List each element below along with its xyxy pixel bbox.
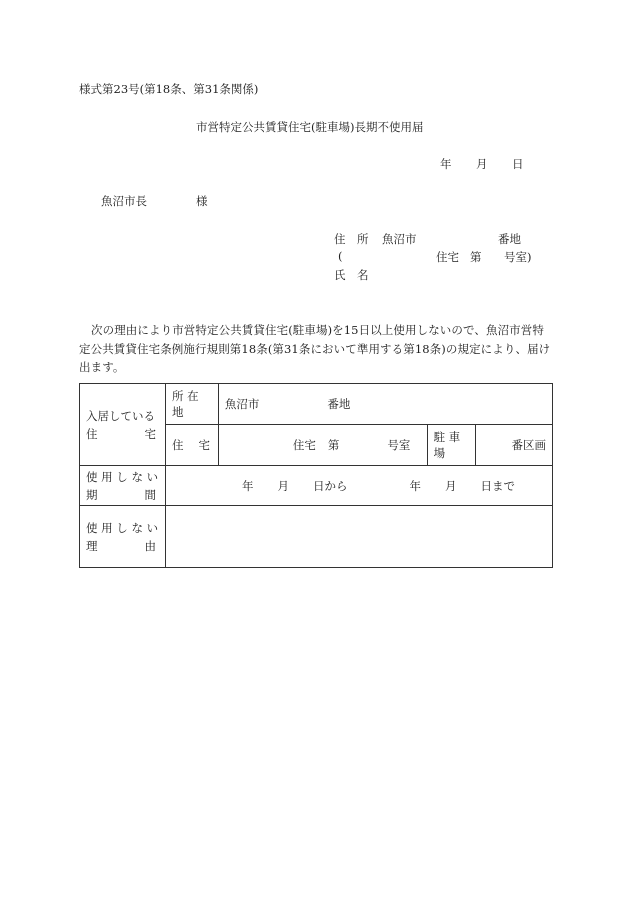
- reason-label: [80, 506, 166, 568]
- period-label-a: 期: [86, 487, 98, 502]
- form-number: 様式第23号(第18条、第31条関係): [79, 82, 259, 96]
- house-label-a: 住: [171, 438, 184, 452]
- addressee-honorific: 様: [196, 194, 208, 208]
- house-label-b: 宅: [198, 438, 210, 452]
- document-title: 市営特定公共賃貸住宅(駐車場)長期不使用届: [196, 120, 424, 134]
- resident-label-b: 宅: [144, 426, 156, 441]
- resident-label-line1: 入居している: [86, 408, 155, 423]
- house-room: 号室: [387, 438, 411, 452]
- location-label: 所 在 地: [165, 384, 218, 425]
- body-text: 次の理由により市営特定公共賃貸住宅(駐車場)を15日以上使用しないので、魚沼市営特定公共賃貸住宅条例施行規則第18条(第31条において準用する第18条)の規定により、届け出ます。: [79, 323, 551, 374]
- parking-value[interactable]: [476, 425, 553, 466]
- period-label-b: 間: [144, 487, 156, 502]
- reason-label-a: 理: [86, 538, 98, 553]
- applicant-address-label: 住 所: [334, 232, 369, 246]
- reason-label-b: 由: [144, 538, 156, 553]
- applicant-dai-label: 第: [470, 250, 482, 264]
- applicant-address-banchi: 番地: [498, 232, 521, 246]
- house-dai: 第: [327, 438, 340, 452]
- applicant-name-label: 氏 名: [334, 268, 369, 282]
- period-month2: 月: [444, 478, 457, 493]
- period-to: 日まで: [480, 478, 515, 493]
- applicant-address-city: 魚沼市: [382, 232, 417, 246]
- table-row: [80, 506, 553, 568]
- house-label: [165, 425, 218, 466]
- applicant-paren-open: (: [338, 249, 343, 263]
- period-month1: 月: [277, 478, 289, 493]
- form-table: [79, 383, 553, 568]
- location-value[interactable]: [218, 384, 552, 425]
- period-from: 日から: [312, 478, 348, 493]
- period-value[interactable]: [165, 466, 552, 506]
- house-value[interactable]: [218, 425, 427, 466]
- reason-label-line1: 使 用 し な い: [86, 520, 159, 535]
- reason-value[interactable]: [165, 506, 552, 568]
- date-day-label: 日: [512, 157, 524, 171]
- period-label-line1: 使 用 し な い: [86, 469, 159, 484]
- addressee-name: 魚沼市長: [101, 194, 147, 208]
- parking-unit: 番区画: [511, 438, 546, 452]
- applicant-room-label: 号室): [504, 250, 532, 264]
- resident-label-a: 住: [86, 426, 98, 441]
- table-row: [80, 384, 553, 425]
- period-year2: 年: [409, 478, 421, 493]
- table-row: [80, 466, 553, 506]
- period-year1: 年: [241, 478, 254, 493]
- date-year-label: 年: [440, 157, 452, 171]
- date-month-label: 月: [476, 157, 488, 171]
- parking-label: 駐 車 場: [427, 425, 476, 466]
- house-housing: 住宅: [292, 438, 316, 452]
- resident-house-label: [80, 384, 166, 466]
- location-banchi: 番地: [327, 397, 351, 411]
- location-city: 魚沼市: [224, 397, 260, 411]
- period-label: [80, 466, 166, 506]
- applicant-housing-label: 住宅: [436, 250, 459, 264]
